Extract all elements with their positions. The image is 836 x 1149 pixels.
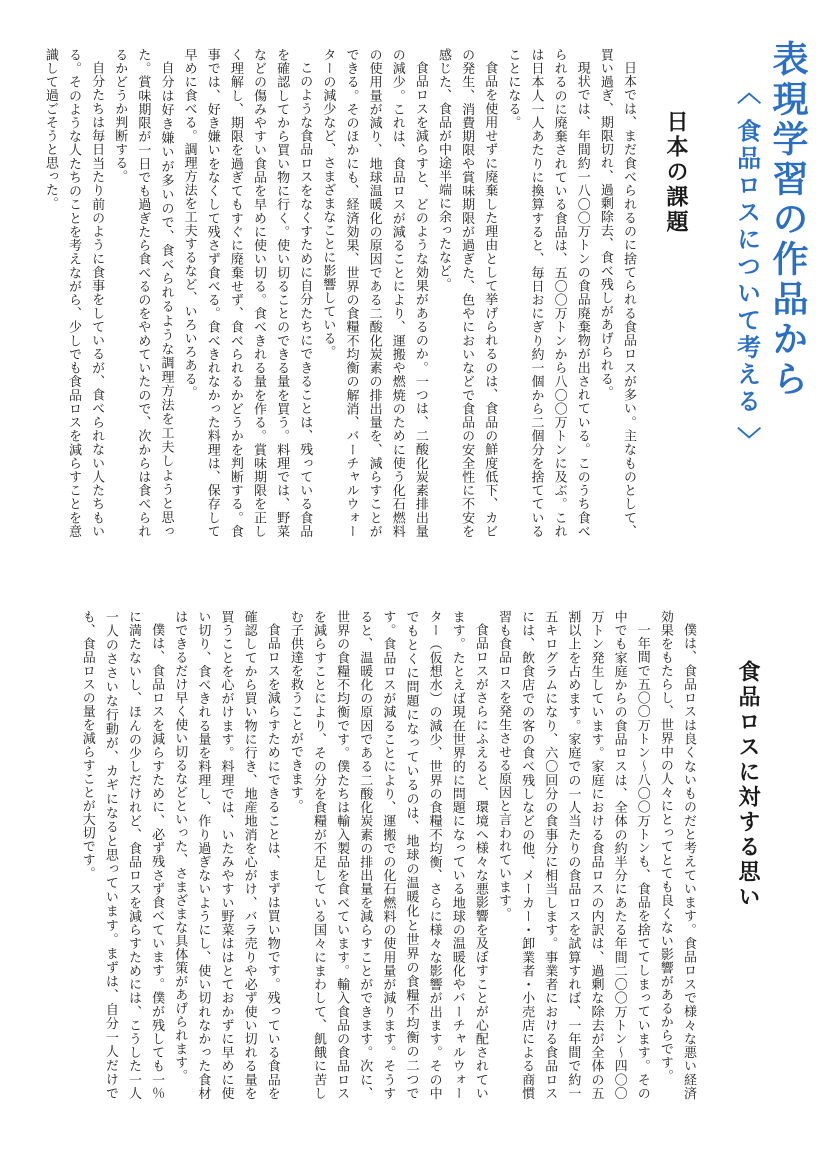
section-body-thoughts bbox=[40, 610, 700, 1100]
paragraph: 自分は好き嫌いが多いので、食べられるような調理方法を工夫しようと思った。賞味期限が一日でも過ぎたら食べるのをやめていたので、次からは食べられるかどうか判断する。 bbox=[112, 48, 174, 538]
paragraph: 食品ロスを減らすと、どのような効果があるのか。一つは、二酸化炭素排出量の減少。これは、食品ロスが減ることにより、運搬や燃焼のために使う化石燃料の使用量が減り、地球温暖化の原因である二酸化炭素の排出量を、減らすことができる。そのほかにも、経済効果、世界の食糧不均衡の解消、バーチャルウォーターの減少など、さまざまなことに影響している。 bbox=[320, 48, 428, 538]
section-heading-japan-issue: 日本の課題 bbox=[663, 110, 688, 235]
section-body-japan-issue bbox=[28, 48, 640, 538]
page-title: 表現学習の作品から bbox=[767, 40, 808, 400]
section-heading-thoughts: 食品ロスに対する思い bbox=[735, 660, 760, 910]
paragraph: 日本では、まだ食べられるのに捨てられる食品ロスが多い。主なものとして、買い過ぎ、期限切れ、過剰除去、食べ残しがあげられる。 bbox=[597, 48, 636, 538]
paragraph: このような食品ロスをなくすために自分たちにできることは、残っている食品を確認してから買い物に行く。使い切ることのできる量を買う。料理では、野菜などの傷みやすい食品を早めに使い切る。食べきれる量を作る。賞味期限を正しく理解し、期限を過ぎてもすぐに廃棄せず、食べられるかどうかを判断する。食事では、好き嫌いをなくして残さず食べる。食べきれなかった料理は、保存して早めに食べる。調理方法を工夫するなど、いろいろある。 bbox=[181, 48, 313, 538]
paragraph: 一年間で五〇〇万トン～八〇〇万トンも、食品を捨ててしまっています。その中でも家庭からの食品ロスは、全体の約半分にあたる年間二〇〇万トン～四〇〇万トン発生しています。家庭における食品ロスの内訳は、過剰な除去が全体の五割以上を占めます。家庭での一人当たりの食品ロスを試算すれば、一年間で約一五キログラムになり、六〇回分の食事分に相当します。事業者における食品ロスには、飲食店での客の食べ残しなどの他、メーカー・卸業者・小売店による商慣習も食品ロスを発生させる原因と言われています。 bbox=[496, 610, 650, 1101]
paragraph: 食品を使用せずに廃棄した理由として挙げられるのは、食品の鮮度低下、カビの発生、消費期限や賞味期限が過ぎた、色やにおいなどで食品の安全性に不安を感じた、食品が中途半端に余ったなど。 bbox=[436, 48, 498, 539]
title-block bbox=[732, 40, 808, 454]
paragraph: 食品ロスを減らすためにできることは、まずは買い物です。残っている食品を確認してから買い物に行き、地産地消を心がけ、バラ売りや必ず使い切れる量を買うことを心がけます。料理では、いたみやすい野菜ははとておかずに早めに使い切り、食べきれる量を料理し、作り過ぎないようにし、使い切れなかった食材はできるだけ早く使い切るなどといった、さまざまな具体策があげられます。 bbox=[172, 610, 280, 1100]
paragraph: 自分たちは毎日当たり前のように食事をしているが、食べられない人たちもいる。そのような人たちのことを考えながら、少しでも食品ロスを減らすことを意識して過ごそうと思った。 bbox=[42, 48, 105, 538]
paragraph: 現状では、年間約一八〇〇万トンの食品廃棄物が出されている。このうち食べられるのに廃棄されている食品は、五〇〇万トンから八〇〇万トンに及ぶ。これは日本人一人あたりに換算すると、毎日おにぎり約一個から二個分を捨てていることになる。 bbox=[505, 48, 590, 538]
page-subtitle: 〈 食品ロスについて考える 〉 bbox=[732, 80, 761, 454]
paragraph: 僕は、食品ロスを減らすために、必ず残さず食べています。僕が残しても一％に満たないし、ほんの少しだけれど、食品ロスを減らすためには、こうした一人一人のささいな行動が、カギになると思っています。まずは、自分一人だけでも、食品ロスの量を減らすことが大切です。 bbox=[79, 610, 165, 1101]
paragraph: 僕は、食品ロスは良くないものだと考えています。食品ロスで様々な悪い経済効果をもたらし、世界中の人々にとってとても良くない影響があるからです。 bbox=[657, 610, 696, 1100]
paragraph: 食品ロスがさらにふえると、環境へ様々な悪影響を及ぼすことが心配されています。たとえば現在世界的に問題になっている地球の温暖化やバーチャルウォーター（仮想水）の減少、世界の食糧不均衡、さらに様々な影響が出ます。その中でもとくに問題になっているのは、地球の温暖化と世界の食糧不均衡の二つです。食品ロスが減ることにより、運搬での化石燃料の使用量が減ります。そうすると、温暖化の原因である二酸化炭素の排出量を減らすことができます。次に、世界の食糧不均衡です。僕たちは輸入製品を食べています。輸入食品の食品ロスを減らすことにより、その分を食糧が不足している国々にまわして、飢餓に苦しむ子供達を救うことができます。 bbox=[287, 610, 488, 1101]
